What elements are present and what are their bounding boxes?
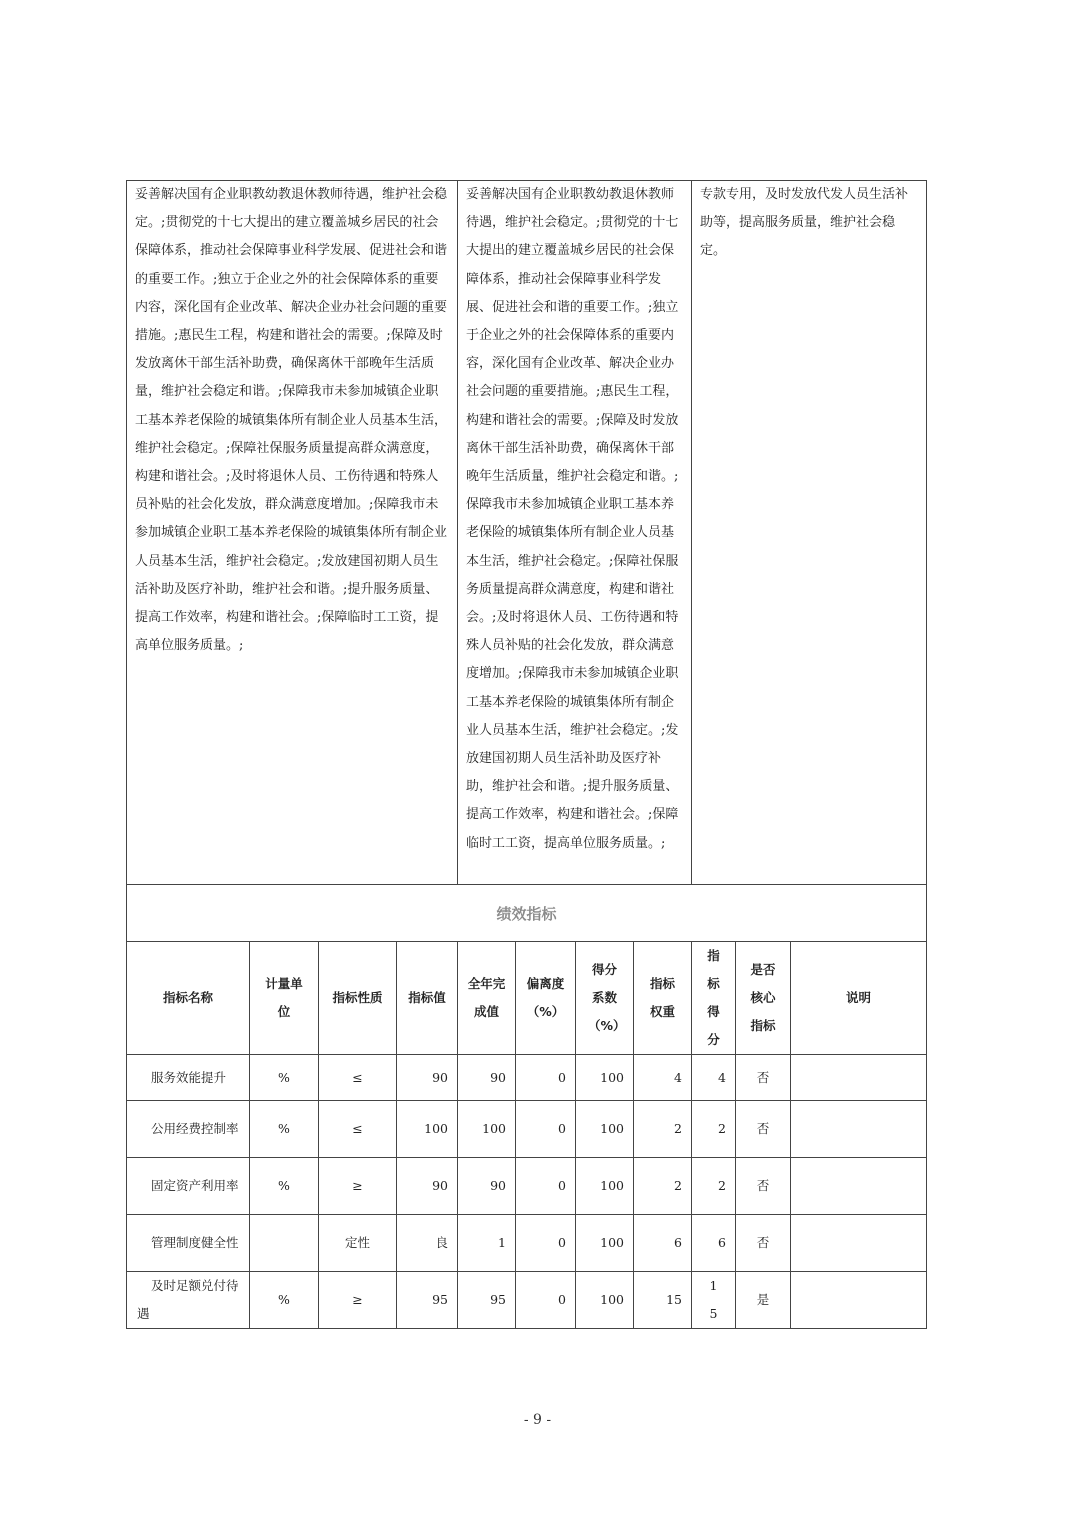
indicator-score: 4	[692, 1055, 736, 1101]
header-deviation: 偏离度（%）	[516, 942, 576, 1055]
indicator-target: 90	[397, 1055, 458, 1101]
indicator-score: 15	[692, 1272, 736, 1329]
indicator-coef: 100	[576, 1055, 634, 1101]
indicator-note	[791, 1158, 927, 1215]
indicator-unit: %	[250, 1158, 319, 1215]
indicator-weight: 6	[634, 1215, 692, 1272]
indicator-actual: 1	[458, 1215, 516, 1272]
header-name: 指标名称	[127, 942, 250, 1055]
indicator-score: 2	[692, 1158, 736, 1215]
page-number: - 9 -	[523, 1412, 552, 1428]
remark-cell: 专款专用，及时发放代发人员生活补助等，提高服务质量，维护社会稳定。	[692, 181, 927, 885]
indicator-name: 服务效能提升	[127, 1055, 250, 1101]
indicator-unit: %	[250, 1055, 319, 1101]
section-title: 绩效指标	[127, 885, 927, 942]
indicator-nature: ≥	[319, 1158, 397, 1215]
indicator-coef: 100	[576, 1101, 634, 1158]
indicator-weight: 15	[634, 1272, 692, 1329]
header-nature: 指标性质	[319, 942, 397, 1055]
indicator-target: 95	[397, 1272, 458, 1329]
continuation-row	[127, 181, 927, 885]
document-page	[126, 180, 926, 1329]
indicator-core: 否	[736, 1055, 791, 1101]
header-actual: 全年完成值	[458, 942, 516, 1055]
indicator-nature: ≤	[319, 1101, 397, 1158]
indicator-deviation: 0	[516, 1101, 576, 1158]
indicator-nature: ≥	[319, 1272, 397, 1329]
indicator-name: 公用经费控制率	[127, 1101, 250, 1158]
table-row	[127, 1158, 927, 1215]
indicator-weight: 4	[634, 1055, 692, 1101]
table-row	[127, 1272, 927, 1329]
indicator-unit: %	[250, 1272, 319, 1329]
indicator-deviation: 0	[516, 1272, 576, 1329]
indicator-note	[791, 1055, 927, 1101]
table-row	[127, 1101, 927, 1158]
header-score: 指标得分	[692, 942, 736, 1055]
indicator-core: 否	[736, 1215, 791, 1272]
table-row	[127, 1215, 927, 1272]
header-core: 是否核心指标	[736, 942, 791, 1055]
indicator-core: 否	[736, 1158, 791, 1215]
indicator-weight: 2	[634, 1158, 692, 1215]
indicator-actual: 100	[458, 1101, 516, 1158]
indicator-coef: 100	[576, 1272, 634, 1329]
indicator-actual: 95	[458, 1272, 516, 1329]
indicator-note	[791, 1101, 927, 1158]
header-weight: 指标权重	[634, 942, 692, 1055]
header-note: 说明	[791, 942, 927, 1055]
indicator-target: 良	[397, 1215, 458, 1272]
indicator-actual: 90	[458, 1055, 516, 1101]
continuation-table	[126, 180, 927, 885]
indicator-deviation: 0	[516, 1055, 576, 1101]
indicator-score: 2	[692, 1101, 736, 1158]
table-row	[127, 1055, 927, 1101]
indicator-actual: 90	[458, 1158, 516, 1215]
header-unit: 计量单位	[250, 942, 319, 1055]
indicator-core: 否	[736, 1101, 791, 1158]
indicator-target: 90	[397, 1158, 458, 1215]
header-row	[127, 942, 927, 1055]
indicator-name: 及时足额兑付待遇	[127, 1272, 250, 1329]
performance-table	[126, 884, 927, 1329]
indicator-deviation: 0	[516, 1158, 576, 1215]
indicator-note	[791, 1272, 927, 1329]
indicator-unit	[250, 1215, 319, 1272]
indicator-deviation: 0	[516, 1215, 576, 1272]
indicator-name: 固定资产利用率	[127, 1158, 250, 1215]
header-target: 指标值	[397, 942, 458, 1055]
indicator-core: 是	[736, 1272, 791, 1329]
actual-completion-cell: 妥善解决国有企业职教幼教退休教师待遇，维护社会稳定。;贯彻党的十七大提出的建立覆盖城乡居民的社会保障体系，推动社会保障事业科学发展、促进社会和谐的重要工作。;独立于企业之外的社会保障体系的重要内容，深化国有企业改革、解决企业办社会问题的重要措施。;惠民生工程，构建和谐社会的需要。;保障及时发放离休干部生活补助费，确保离休干部晚年生活质量，维护社会稳定和谐。;保障我市未参加城镇企业职工基本养老保险的城镇集体所有制企业人员基本生活，维护社会稳定。;保障社保服务质量提高群众满意度，构建和谐社会。;及时将退休人员、工伤待遇和特殊人员补贴的社会化发放，群众满意度增加。;保障我市未参加城镇企业职工基本养老保险的城镇集体所有制企业人员基本生活，维护社会稳定。;发放建国初期人员生活补助及医疗补助，维护社会和谐。;提升服务质量、提高工作效率，构建和谐社会。;保障临时工工资，提高单位服务质量。;	[458, 181, 692, 885]
annual-goal-cell: 妥善解决国有企业职教幼教退休教师待遇，维护社会稳定。;贯彻党的十七大提出的建立覆盖城乡居民的社会保障体系，推动社会保障事业科学发展、促进社会和谐的重要工作。;独立于企业之外的社会保障体系的重要内容，深化国有企业改革、解决企业办社会问题的重要措施。;惠民生工程，构建和谐社会的需要。;保障及时发放离休干部生活补助费，确保离休干部晚年生活质量，维护社会稳定和谐。;保障我市未参加城镇企业职工基本养老保险的城镇集体所有制企业人员基本生活，维护社会稳定。;保障社保服务质量提高群众满意度，构建和谐社会。;及时将退休人员、工伤待遇和特殊人员补贴的社会化发放，群众满意度增加。;保障我市未参加城镇企业职工基本养老保险的城镇集体所有制企业人员基本生活，维护社会稳定。;发放建国初期人员生活补助及医疗补助，维护社会和谐。;提升服务质量、提高工作效率，构建和谐社会。;保障临时工工资，提高单位服务质量。;	[127, 181, 458, 885]
indicator-coef: 100	[576, 1158, 634, 1215]
indicator-target: 100	[397, 1101, 458, 1158]
indicator-score: 6	[692, 1215, 736, 1272]
indicator-unit: %	[250, 1101, 319, 1158]
indicator-name: 管理制度健全性	[127, 1215, 250, 1272]
indicator-nature: ≤	[319, 1055, 397, 1101]
indicator-weight: 2	[634, 1101, 692, 1158]
header-coef: 得分系数（%）	[576, 942, 634, 1055]
indicator-note	[791, 1215, 927, 1272]
indicator-coef: 100	[576, 1215, 634, 1272]
indicator-nature: 定性	[319, 1215, 397, 1272]
